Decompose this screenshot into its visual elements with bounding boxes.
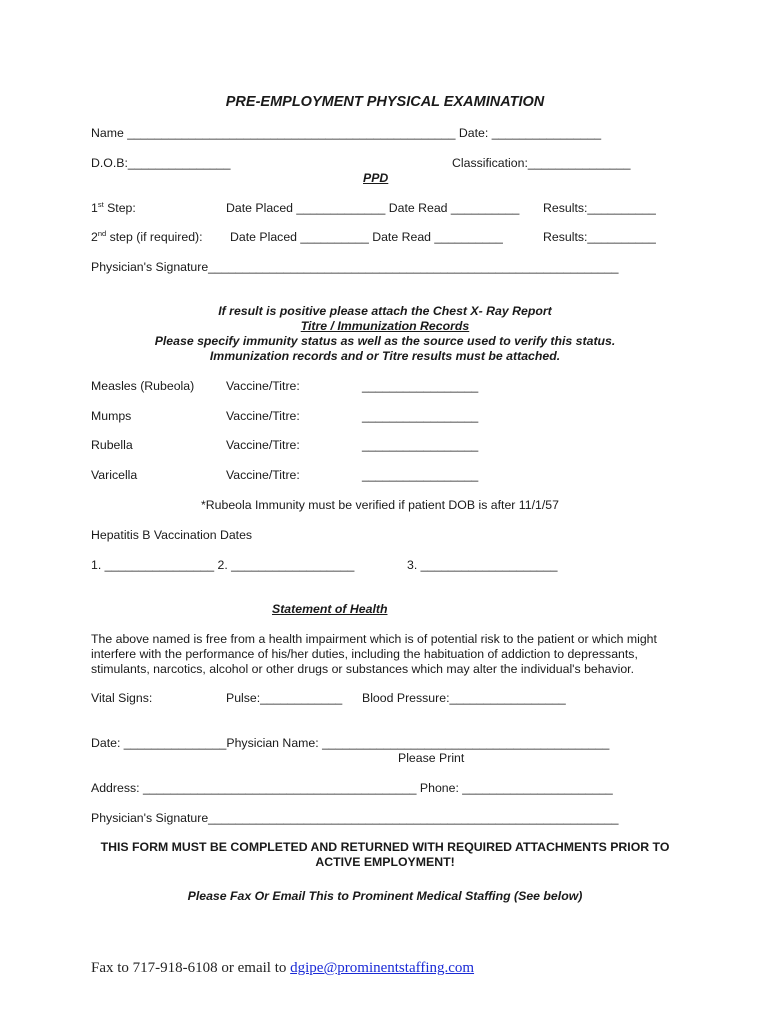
vaccine-name-measles: Measles (Rubeola) — [91, 379, 195, 393]
vital-signs-label: Vital Signs: — [91, 691, 153, 705]
physician-signature-ppd: Physician's Signature____________________________________________________________ — [91, 260, 619, 274]
notice-line-1: If result is positive please attach the Chest X- Ray Report — [218, 304, 552, 318]
pulse-field: Pulse:____________ — [226, 691, 343, 705]
statement-heading: Statement of Health — [272, 602, 388, 616]
vaccine-name-rubella: Rubella — [91, 438, 133, 452]
statement-line-2: interfere with the performance of his/her duties, including the habituation of addiction to depressants, — [91, 647, 638, 661]
statement-line-1: The above named is free from a health impairment which is of potential risk to the patient or which might — [91, 632, 657, 646]
vaccine-label-varicella: Vaccine/Titre: — [226, 468, 300, 482]
step1-results: Results:__________ — [543, 201, 656, 215]
vaccine-label-mumps: Vaccine/Titre: — [226, 409, 300, 423]
vaccine-blank-measles: _________________ — [362, 379, 479, 393]
classification-field: Classification:_______________ — [452, 156, 631, 170]
notice-line-2: Titre / Immunization Records — [300, 319, 470, 333]
form-title: PRE-EMPLOYMENT PHYSICAL EXAMINATION — [225, 94, 545, 110]
name-date-line: Name ________________________________________________ Date: ________________ — [91, 126, 602, 140]
rubeola-note: *Rubeola Immunity must be verified if patient DOB is after 11/1/57 — [201, 498, 559, 512]
fax-email-notice: Please Fax Or Email This to Prominent Medical Staffing (See below) — [187, 889, 583, 903]
step1-dates: Date Placed _____________ Date Read __________ — [226, 201, 520, 215]
vaccine-name-varicella: Varicella — [91, 468, 138, 482]
vaccine-label-rubella: Vaccine/Titre: — [226, 438, 300, 452]
vaccine-blank-varicella: _________________ — [362, 468, 479, 482]
please-print: Please Print — [398, 751, 465, 765]
physician-signature-final: Physician's Signature____________________________________________________________ — [91, 811, 619, 825]
address-phone-line: Address: ________________________________________ Phone: ______________________ — [91, 781, 613, 795]
statement-line-3: stimulants, narcotics, alcohol or other drugs or substances which may alter the individual's behavior. — [91, 662, 634, 676]
footer-contact — [91, 961, 474, 976]
step2-results: Results:__________ — [543, 230, 656, 244]
notice-line-3: Please specify immunity status as well as the source used to verify this status. — [154, 334, 616, 348]
completion-notice-line-2: ACTIVE EMPLOYMENT! — [315, 855, 455, 869]
completion-notice-line-1: THIS FORM MUST BE COMPLETED AND RETURNED WITH REQUIRED ATTACHMENTS PRIOR TO — [100, 840, 670, 854]
hepatitis-dates-1-2: 1. ________________ 2. __________________ — [91, 558, 355, 572]
email-link[interactable]: dgipe@prominentstaffing.com — [290, 960, 475, 976]
date-physician-line: Date: _______________Physician Name: __________________________________________ — [91, 736, 610, 750]
vaccine-name-mumps: Mumps — [91, 409, 132, 423]
vaccine-blank-rubella: _________________ — [362, 438, 479, 452]
ppd-heading: PPD — [363, 171, 389, 185]
blood-pressure-field: Blood Pressure:_________________ — [362, 691, 566, 705]
vaccine-blank-mumps: _________________ — [362, 409, 479, 423]
vaccine-label-measles: Vaccine/Titre: — [226, 379, 300, 393]
step2-dates: Date Placed __________ Date Read __________ — [230, 230, 503, 244]
footer-fax-text: Fax to 717-918-6108 or email to — [91, 960, 291, 976]
hepatitis-heading: Hepatitis B Vaccination Dates — [91, 528, 253, 542]
step2-label: 2nd step (if required): — [91, 228, 203, 244]
hepatitis-date-3: 3. ____________________ — [407, 558, 558, 572]
step1-label: 1st Step: — [91, 199, 136, 215]
dob-field: D.O.B:_______________ — [91, 156, 231, 170]
notice-line-4: Immunization records and or Titre results must be attached. — [209, 349, 561, 363]
